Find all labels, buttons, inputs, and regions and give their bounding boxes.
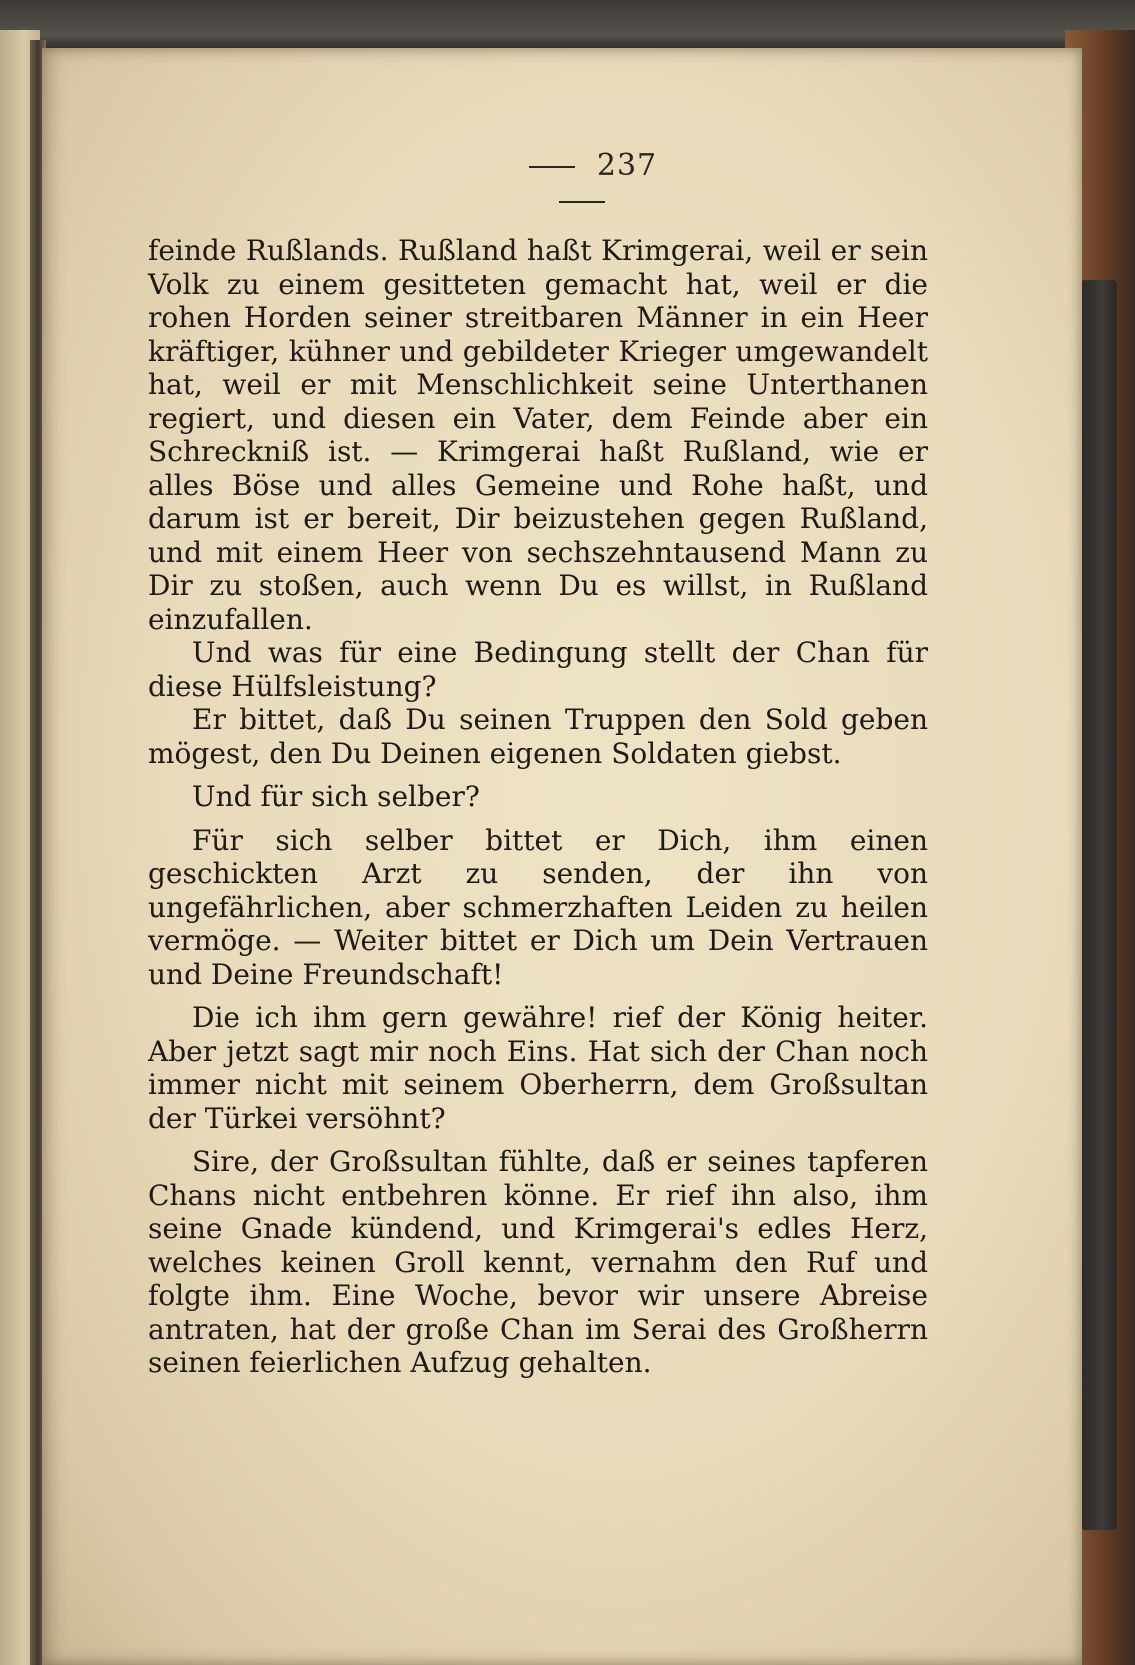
header-dash-left: [529, 166, 575, 168]
book-cover-top-edge: [0, 0, 1135, 50]
book-page: [42, 48, 1082, 1665]
paragraph-2: Und was für eine Bedingung stellt der Chan für diese Hülfsleistung?: [148, 636, 928, 703]
page-header: [472, 148, 692, 218]
paragraph-3: Er bittet, daß Du seinen Truppen den Sold geben mögest, den Du Deinen eigenen Soldaten giebst.: [148, 703, 928, 770]
paragraph-7: Sire, der Großsultan fühlte, daß er seines tapferen Chans nicht entbehren könne. Er rief ihn also, ihm seine Gnade kündend, und Krimgerai's edles Herz, welches keinen Groll kennt, vernahm den Ruf und folgte ihm. Eine Woche, bevor wir unsere Abreise antraten, hat der große Chan im Serai des Großherrn seinen feierlichen Aufzug gehalten.: [148, 1145, 928, 1379]
paragraph-1: feinde Rußlands. Rußland haßt Krimgerai, weil er sein Volk zu einem gesitteten gemacht hat, weil er die rohen Horden seiner streitbaren Männer in ein Heer kräftiger, kühner und gebildeter Krieger umgewandelt hat, weil er mit Menschlichkeit seine Unterthanen regiert, und diesen ein Vater, dem Feinde aber ein Schreckniß ist. — Krimgerai haßt Rußland, wie er alles Böse und alles Gemeine und Rohe haßt, und darum ist er bereit, Dir beizustehen gegen Rußland, und mit einem Heer von sechszehntausend Mann zu Dir zu stoßen, auch wenn Du es willst, in Rußland einzufallen.: [148, 234, 928, 636]
paragraph-4: Und für sich selber?: [192, 780, 480, 813]
page-number: 237: [596, 148, 658, 183]
paragraph-5: Für sich selber bittet er Dich, ihm einen geschickten Arzt zu senden, der ihn von ungefährlichen, aber schmerzhaften Leiden zu heilen vermöge. — Weiter bittet er Dich um Dein Vertrauen und Deine Freundschaft!: [148, 823, 928, 991]
paragraph-6: Die ich ihm gern gewähre! rief der König heiter. Aber jetzt sagt mir noch Eins. Hat sich der Chan noch immer nicht mit seinem Oberherrn, dem Großsultan der Türkei versöhnt?: [148, 1001, 928, 1135]
book-cover-inner-board: [1081, 280, 1117, 1530]
body-text: [148, 234, 928, 1380]
header-dash-right: [559, 201, 605, 203]
